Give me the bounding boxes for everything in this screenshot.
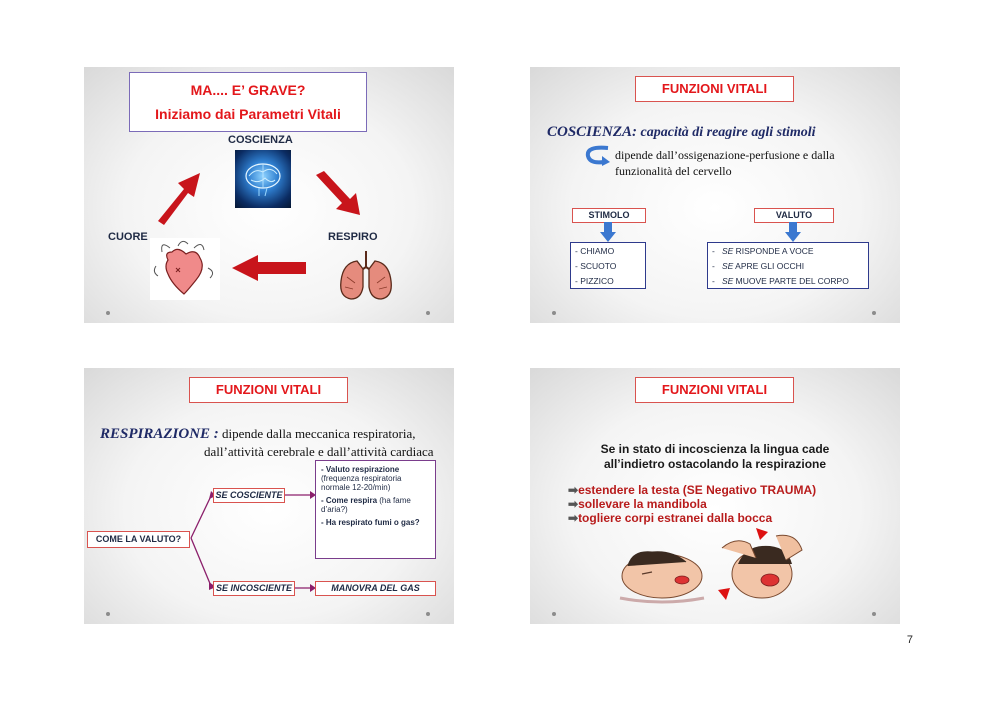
curved-arrow-icon — [582, 144, 612, 166]
definition-line1: dipende dalla meccanica respiratoria, — [222, 426, 416, 441]
list-item: - PIZZICO — [575, 276, 614, 286]
definition-line — [547, 124, 816, 141]
slide-title: FUNZIONI VITALI — [189, 377, 348, 403]
root-node: COME LA VALUTO? — [87, 531, 190, 548]
definition-text: capacità di reagire agli stimoli — [640, 125, 816, 140]
list-item: - SE RISPONDE A VOCE — [712, 246, 814, 256]
slide-dot-right — [426, 311, 430, 315]
intro-text — [530, 442, 900, 472]
down-arrow-icon — [600, 222, 616, 242]
slide-dot-left — [106, 311, 110, 315]
stimolo-list — [570, 242, 646, 289]
list-item: - SE APRE GLI OCCHI — [712, 261, 805, 271]
intro-line1: Se in stato di incoscienza la lingua cade — [600, 442, 830, 456]
arrow-coscienza-to-respiro — [310, 167, 370, 227]
title-box — [129, 72, 367, 132]
lungs-icon — [335, 247, 397, 305]
valuto-list — [707, 242, 869, 289]
definition-sub-line1: dipende dall’ossigenazione-perfusione e dalla — [615, 148, 835, 162]
arrow-bullet-icon: ➡ — [568, 511, 579, 525]
jaw-lift-illustration — [716, 524, 808, 610]
slide-title-line2: Iniziamo dai Parametri Vitali — [155, 106, 341, 122]
slide-incoscienza — [530, 368, 900, 624]
list-item: ➡estendere la testa (SE Negativo TRAUMA) — [568, 483, 817, 497]
slide-dot-left — [106, 612, 110, 616]
list-item: - CHIAMO — [575, 246, 615, 256]
heart-icon — [150, 238, 220, 300]
slide-title-line1: MA.... E’ GRAVE? — [190, 82, 306, 98]
list-item: - Valuto respirazione (frequenza respiratoria normale 12-20/min) — [321, 465, 402, 492]
slide-title: FUNZIONI VITALI — [635, 76, 794, 102]
bullet-list — [568, 483, 816, 525]
slide-dot-right — [426, 612, 430, 616]
definition-line2: dall’attività cerebrale e dall’attività cardiaca — [204, 444, 434, 459]
list-item: - Come respira (ha fame d’aria?) — [321, 496, 411, 514]
list-item: - SE MUOVE PARTE DEL CORPO — [712, 276, 849, 286]
intro-line2: all’indietro ostacolando la respirazione — [603, 457, 827, 471]
definition-sub-line2: funzionalità del cervello — [615, 164, 732, 178]
slide-parametri-vitali — [84, 67, 454, 323]
slide-dot-left — [552, 612, 556, 616]
slide-respirazione — [84, 368, 454, 624]
slide-coscienza — [530, 67, 900, 323]
page-number: 7 — [906, 634, 913, 646]
brain-icon — [235, 150, 291, 208]
list-item: - Ha respirato fumi o gas? — [321, 518, 420, 527]
definition-sub — [615, 147, 835, 179]
slide-dot-right — [872, 311, 876, 315]
arrow-respiro-to-cuore — [230, 253, 308, 283]
list-item: ➡togliere corpi estranei dalla bocca — [568, 511, 773, 525]
arrow-bullet-icon: ➡ — [568, 497, 579, 511]
slide-dot-left — [552, 311, 556, 315]
list-item: - SCUOTO — [575, 261, 617, 271]
result-manovra: MANOVRA DEL GAS — [315, 581, 436, 596]
stimolo-header: STIMOLO — [572, 208, 646, 223]
slide-dot-right — [872, 612, 876, 616]
list-item: ➡sollevare la mandibola — [568, 497, 707, 511]
label-cuore: CUORE — [108, 231, 148, 243]
branch-cosciente: SE COSCIENTE — [213, 488, 285, 503]
down-arrow-icon — [785, 222, 801, 242]
valuto-header: VALUTO — [754, 208, 834, 223]
label-respiro: RESPIRO — [328, 231, 378, 243]
arrow-bullet-icon: ➡ — [568, 483, 579, 497]
definition-term: COSCIENZA: — [547, 124, 638, 140]
branch-incosciente: SE INCOSCIENTE — [213, 581, 295, 596]
definition-term: RESPIRAZIONE : — [100, 426, 219, 442]
result-cosciente — [315, 460, 436, 559]
arrow-cuore-to-coscienza — [150, 167, 210, 227]
slide-title: FUNZIONI VITALI — [635, 377, 794, 403]
head-tilt-illustration — [612, 536, 712, 606]
label-coscienza: COSCIENZA — [228, 134, 293, 146]
